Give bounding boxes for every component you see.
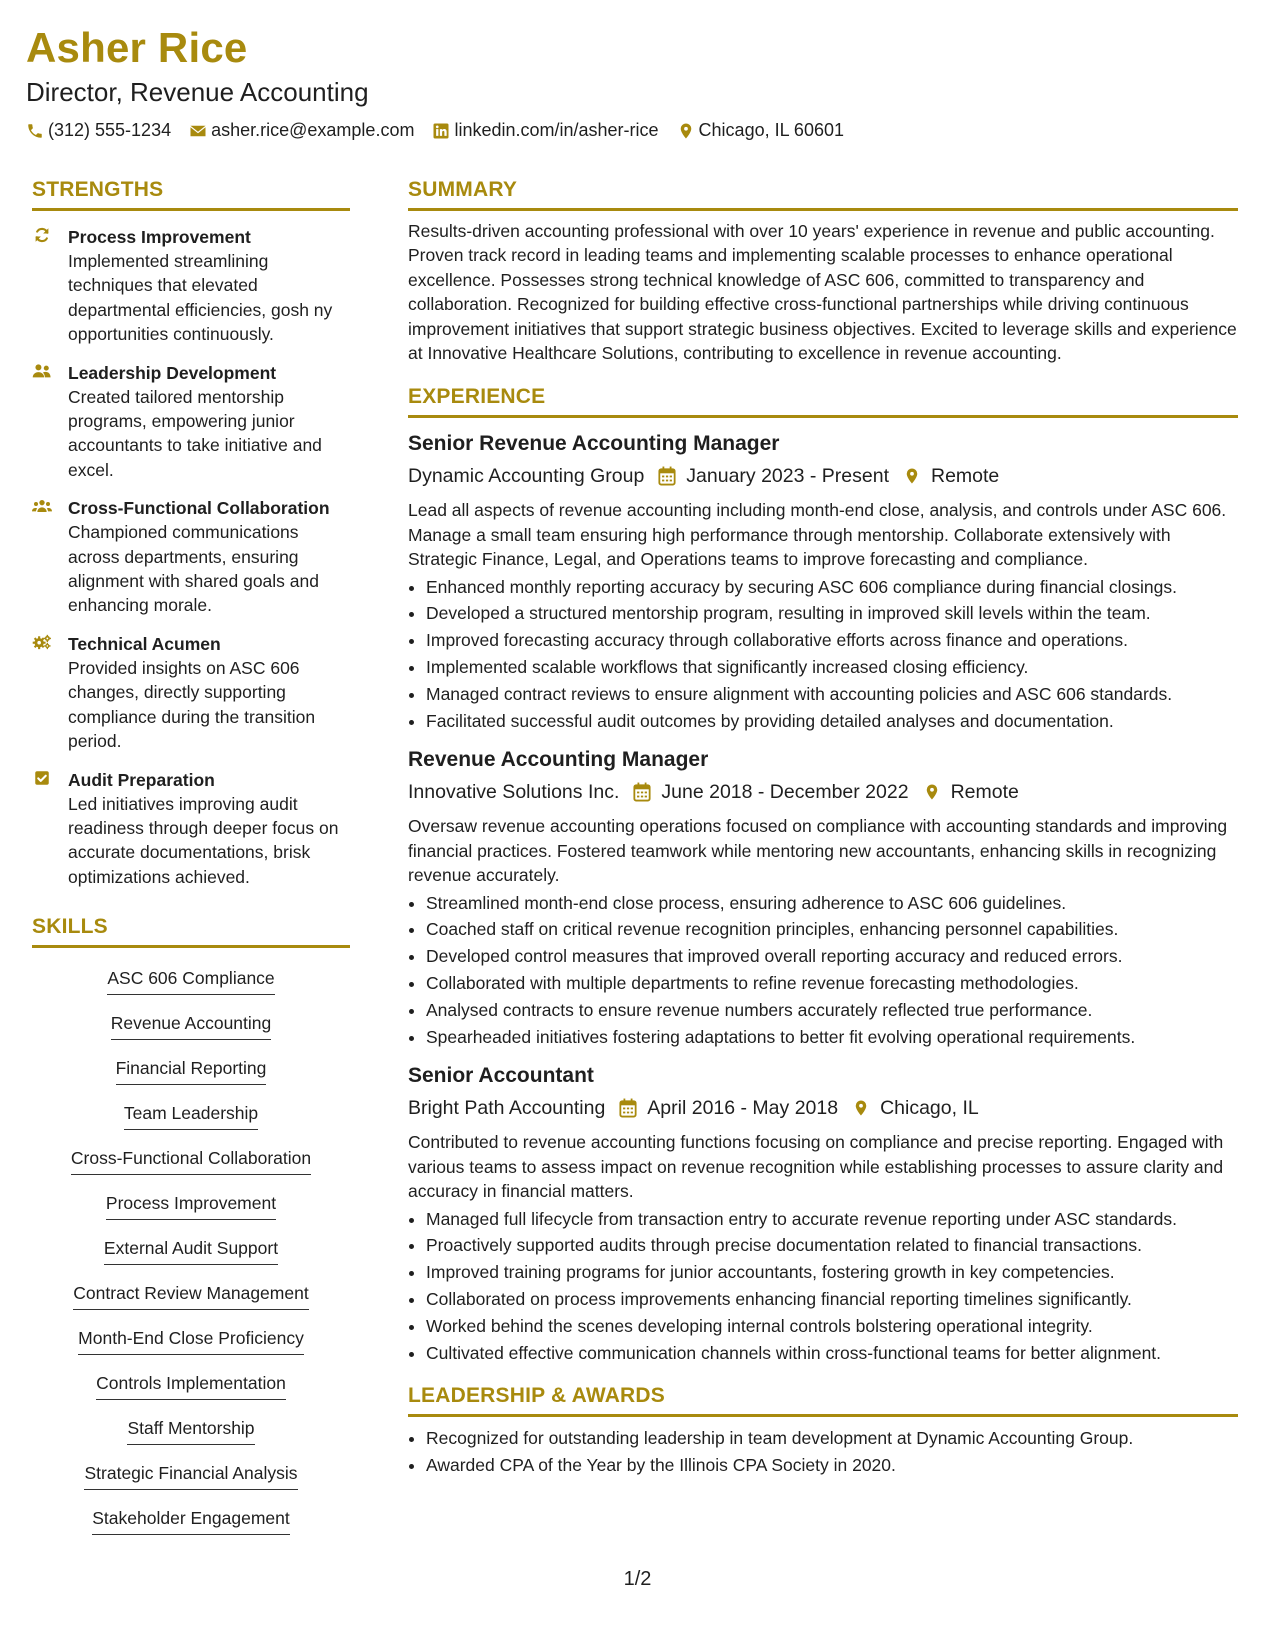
strength-item <box>32 632 350 754</box>
list-item: • Streamlined month-end close process, ensuring adherence to ASC 606 guidelines. <box>426 890 1238 917</box>
job-title: Senior Accountant <box>408 1064 594 1088</box>
job-location-text: Remote <box>931 465 1000 488</box>
map-pin-icon <box>923 782 941 802</box>
refresh-icon <box>32 225 54 347</box>
job-location <box>903 462 999 490</box>
job-bullets <box>408 890 1238 1051</box>
job-location-text: Remote <box>950 781 1019 804</box>
linkedin-text: linkedin.com/in/asher-rice <box>454 120 659 140</box>
job-bullets <box>408 574 1238 735</box>
list-item: • Analysed contracts to ensure revenue numbers accurately reflected true performance. <box>426 997 1238 1024</box>
checkbox-icon <box>32 768 54 890</box>
skill-tag: ASC 606 Compliance <box>107 966 274 995</box>
experience-heading: EXPERIENCE <box>408 383 1238 418</box>
right-column <box>408 176 1238 1479</box>
list-item: • Spearheaded initiatives fostering adaptations to better fit evolving operational requirements. <box>426 1024 1238 1051</box>
strength-title: Cross-Functional Collaboration <box>68 498 330 519</box>
leadership-heading: LEADERSHIP & AWARDS <box>408 1382 1238 1417</box>
skill-tag: Cross-Functional Collaboration <box>71 1146 311 1175</box>
contact-linkedin[interactable] <box>432 120 658 141</box>
summary-text: Results-driven accounting professional with over 10 years' experience in revenue and public accounting. Proven track record in leading teams and implementing scalable processes to enhance operational excellence. Possesses strong technical knowledge of ASC 606, committed to transparency and collaboration. Recognized for building effective cross-functional partnerships while driving continuous improvement initiatives that support strategic business objectives. Excited to leverage skills and experience at Innovative Healthcare Solutions, contributing to excellence in revenue accounting. <box>408 221 1237 364</box>
list-item: • Developed control measures that improved overall reporting accuracy and reduced errors. <box>426 943 1238 970</box>
page-number: 1/2 <box>623 1568 652 1590</box>
resume-header <box>26 22 1246 141</box>
skills-list <box>32 966 350 1551</box>
strength-title: Technical Acumen <box>68 633 221 654</box>
job-title: Revenue Accounting Manager <box>408 748 709 772</box>
list-item: • Facilitated successful audit outcomes by providing detailed analyses and documentation. <box>426 708 1238 735</box>
skill-tag: External Audit Support <box>104 1236 278 1265</box>
job-meta <box>408 462 1238 490</box>
strength-item <box>32 361 350 483</box>
job-dates-text: April 2016 - May 2018 <box>647 1097 839 1120</box>
list-item: • Managed contract reviews to ensure alignment with accounting policies and ASC 606 standards. <box>426 681 1238 708</box>
contact-phone[interactable] <box>26 120 171 141</box>
list-item: • Collaborated on process improvements enhancing financial reporting timelines significantly. <box>426 1286 1238 1313</box>
job-entry <box>408 746 1238 1050</box>
email-text: asher.rice@example.com <box>211 120 415 140</box>
contact-email[interactable] <box>189 120 414 141</box>
map-pin-icon <box>852 1098 870 1118</box>
strength-desc: Led initiatives improving audit readiness through deeper focus on accurate documentations, brisk optimizations achieved. <box>68 793 339 887</box>
list-item: • Proactively supported audits through precise documentation related to financial transactions. <box>426 1232 1238 1259</box>
group-icon <box>32 496 54 618</box>
strength-desc: Implemented streamlining techniques that elevated departmental efficiencies, gosh ny opportunities continuously. <box>68 251 333 345</box>
skill-tag: Controls Implementation <box>96 1371 286 1400</box>
list-item: • Awarded CPA of the Year by the Illinois CPA Society in 2020. <box>426 1452 1238 1479</box>
job-meta <box>408 1094 1238 1122</box>
job-bullets <box>408 1206 1238 1367</box>
candidate-name: Asher Rice <box>26 24 248 71</box>
job-dates-text: January 2023 - Present <box>686 465 889 488</box>
job-description: Lead all aspects of revenue accounting including month-end close, analysis, and controls under ASC 606. Manage a small team ensuring high performance through mentorship. Collaborate extensively with Strategic Finance, Legal, and Operations teams to improve forecasting and compliance. <box>408 500 1227 570</box>
job-meta <box>408 778 1238 806</box>
calendar-icon <box>633 782 651 802</box>
list-item: • Coached staff on critical revenue recognition principles, enhancing personnel capabilities. <box>426 916 1238 943</box>
leadership-list <box>408 1425 1238 1479</box>
list-item: • Worked behind the scenes developing internal controls bolstering operational integrity. <box>426 1313 1238 1340</box>
job-title: Senior Revenue Accounting Manager <box>408 432 780 456</box>
job-dates <box>619 1094 838 1122</box>
list-item: • Cultivated effective communication channels within cross-functional teams for better alignment. <box>426 1340 1238 1367</box>
strength-desc: Created tailored mentorship programs, empowering junior accountants to take initiative and excel. <box>68 386 322 480</box>
list-item: • Improved forecasting accuracy through collaborative efforts across finance and operations. <box>426 627 1238 654</box>
location-text: Chicago, IL 60601 <box>698 120 844 140</box>
contact-location[interactable] <box>677 120 844 141</box>
skill-tag: Staff Mentorship <box>127 1416 254 1445</box>
skill-tag: Stakeholder Engagement <box>92 1506 290 1535</box>
strength-item <box>32 496 350 618</box>
job-dates <box>633 778 908 806</box>
calendar-icon <box>619 1098 637 1118</box>
summary-heading: SUMMARY <box>408 176 1238 211</box>
strength-desc: Championed communications across departments, ensuring alignment with shared goals and enhancing morale. <box>68 522 319 616</box>
strength-title: Process Improvement <box>68 227 251 247</box>
job-entry <box>408 430 1238 734</box>
list-item: • Implemented scalable workflows that significantly increased closing efficiency. <box>426 654 1238 681</box>
left-column <box>32 176 350 1551</box>
job-dates <box>658 462 889 490</box>
strengths-heading: STRENGTHS <box>32 176 350 211</box>
users-icon <box>32 361 54 483</box>
job-location <box>852 1094 979 1122</box>
map-pin-icon <box>677 122 695 140</box>
strength-title: Audit Preparation <box>68 769 215 790</box>
strength-item <box>32 768 350 890</box>
phone-icon <box>26 122 44 140</box>
candidate-title: Director, Revenue Accounting <box>26 77 369 107</box>
list-item: • Collaborated with multiple departments to refine revenue forecasting methodologies. <box>426 970 1238 997</box>
job-location <box>923 778 1019 806</box>
list-item: • Improved training programs for junior accountants, fostering growth in key competencies. <box>426 1259 1238 1286</box>
skills-heading: SKILLS <box>32 913 350 948</box>
skill-tag: Process Improvement <box>106 1191 276 1220</box>
job-dates-text: June 2018 - December 2022 <box>661 781 909 804</box>
map-pin-icon <box>903 466 921 486</box>
job-company: Dynamic Accounting Group <box>408 465 645 488</box>
job-description: Oversaw revenue accounting operations focused on compliance with accounting standards and improving financial practices. Fostered teamwork while mentoring new accountants, enhancing skills in recognizing revenue accurately. <box>408 816 1228 886</box>
job-company: Innovative Solutions Inc. <box>408 781 620 804</box>
calendar-icon <box>658 466 676 486</box>
job-location-text: Chicago, IL <box>880 1097 979 1120</box>
list-item: • Developed a structured mentorship program, resulting in improved skill levels within the team. <box>426 600 1238 627</box>
skill-tag: Month-End Close Proficiency <box>78 1326 304 1355</box>
job-description: Contributed to revenue accounting functions focusing on compliance and precise reporting. Engaged with various teams to assess impact on revenue recognition while establishing processes to assure clarity and accuracy in financial matters. <box>408 1132 1224 1202</box>
strength-desc: Provided insights on ASC 606 changes, directly supporting compliance during the transition period. <box>68 657 316 752</box>
contact-bar <box>26 120 1246 141</box>
skill-tag: Contract Review Management <box>73 1281 308 1310</box>
strength-item <box>32 225 350 347</box>
job-entry <box>408 1062 1238 1366</box>
list-item: • Enhanced monthly reporting accuracy by securing ASC 606 compliance during financial closings. <box>426 574 1238 601</box>
skill-tag: Revenue Accounting <box>111 1011 272 1040</box>
strength-title: Leadership Development <box>68 362 277 383</box>
skill-tag: Financial Reporting <box>116 1056 267 1085</box>
skill-tag: Strategic Financial Analysis <box>84 1461 297 1490</box>
linkedin-icon <box>432 122 450 140</box>
envelope-icon <box>189 122 207 140</box>
phone-text: (312) 555-1234 <box>48 120 172 140</box>
list-item: • Managed full lifecycle from transaction entry to accurate revenue reporting under ASC standards. <box>426 1206 1238 1233</box>
gears-icon <box>32 632 54 754</box>
skill-tag: Team Leadership <box>124 1101 258 1130</box>
list-item: • Recognized for outstanding leadership in team development at Dynamic Accounting Group. <box>426 1425 1238 1452</box>
job-company: Bright Path Accounting <box>408 1097 606 1120</box>
